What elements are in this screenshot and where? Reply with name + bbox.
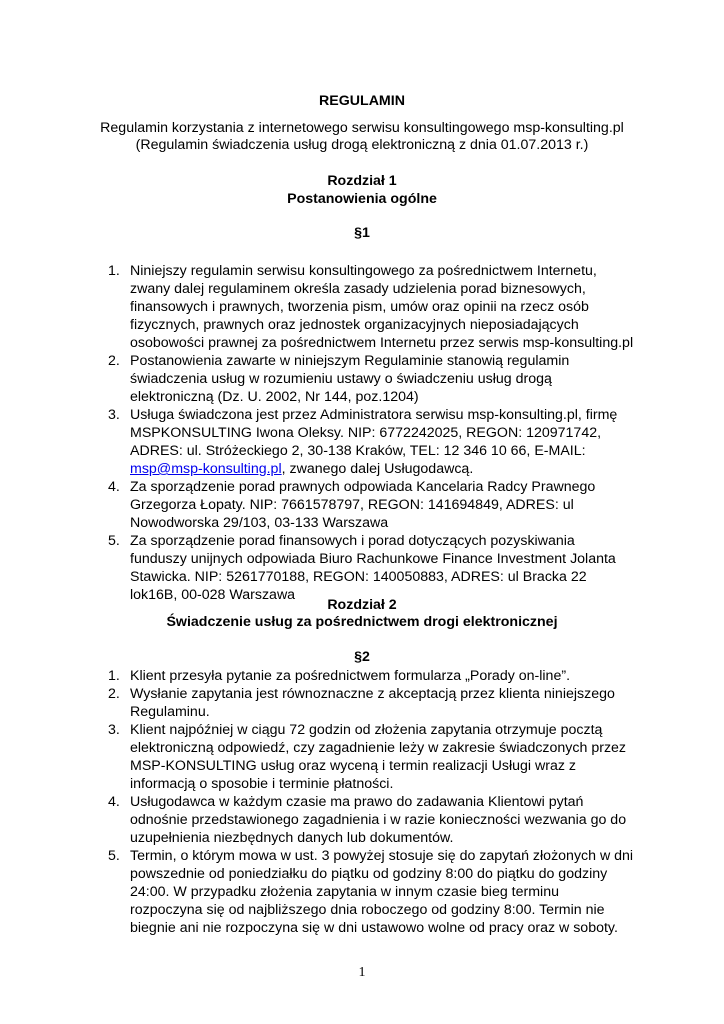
- document-subtitle-date: (Regulamin świadczenia usług drogą elektroniczną z dnia 01.07.2013 r.): [135, 137, 589, 153]
- list-item-number: 4.: [108, 479, 120, 495]
- list-item-text: Termin, o którym mowa w ust. 3 powyżej stosuje się do zapytań złożonych w dni powszednie od poniedziałku do piątku od godziny 8:00 do piątku do godziny 24:00. W przypadku złożenia zapytania w innym czasie bieg terminu rozpoczyna się od najbliższego dnia roboczego od godziny 8:00. Termin nie biegnie ani nie rozpoczyna się w dni ustawowo wolne od pracy oraz w soboty.: [130, 848, 634, 936]
- list-item-number: 2.: [108, 353, 120, 369]
- list-item-text: Za sporządzenie porad finansowych i porad dotyczących pozyskiwania funduszy unijnych odpowiada Biuro Rachunkowe Finance Investment Jolanta Stawicka. NIP: 5261770188, REGON: 140050883, ADRES: ul Bracka 22 lok16B, 00-028 Warszawa: [130, 533, 616, 603]
- list-item: [108, 262, 635, 352]
- chapter-1-title: Rozdział 1: [327, 173, 397, 189]
- list-item-number: 3.: [108, 722, 120, 738]
- list-item: [108, 532, 635, 604]
- chapter-1-paragraph-sign: §1: [354, 225, 370, 241]
- list-item-text: Niniejszy regulamin serwisu konsultingowego za pośrednictwem Internetu, zwany dalej regulaminem określa zasady udzielenia porad biznesowych, finansowych i prawnych, tworzenia pism, umów oraz opinii na rzecz osób fizycznych, prawnych oraz jednostek organizacyjnych nieposiadających osobowości prawnej za pośrednictwem Internetu przez serwis msp-konsulting.pl: [130, 263, 634, 351]
- chapter-2-title: Rozdział 2: [327, 597, 397, 613]
- list-item: [108, 667, 635, 685]
- list-item: [108, 721, 635, 793]
- list-item: [108, 685, 635, 721]
- chapter-1-list: [108, 262, 635, 604]
- list-item-text: Postanowienia zawarte w niniejszym Regulaminie stanowią regulamin świadczenia usług w rozumieniu ustawy o świadczeniu usług drogą elektroniczną (Dz. U. 2002, Nr 144, poz.1204): [130, 353, 570, 405]
- list-item-number: 4.: [108, 794, 120, 810]
- list-item: [108, 478, 635, 532]
- list-item-text: Usługa świadczona jest przez Administratora serwisu msp-konsulting.pl, firmę MSPKONSULTING Iwona Oleksy. NIP: 6772242025, REGON: 120971742, ADRES: ul. Stróżeckiego 2, 30-138 Kraków, TEL: 12 346 10 66, E-MAIL:: [130, 407, 618, 459]
- list-item-text: Klient najpóźniej w ciągu 72 godzin od złożenia zapytania otrzymuje pocztą elektroniczną odpowiedź, czy zagadnienie leży w zakresie świadczonych przez MSP-KONSULTING usług oraz wyceną i termin realizacji Usługi wraz z informacją o sposobie i terminie płatności.: [130, 722, 627, 792]
- list-item-number: 2.: [108, 686, 120, 702]
- list-item-text-after: , zwanego dalej Usługodawcą.: [281, 461, 474, 477]
- list-item: [108, 847, 635, 937]
- list-item-text: Wysłanie zapytania jest równoznaczne z akceptacją przez klienta niniejszego Regulaminu.: [130, 686, 615, 720]
- chapter-2-name: Świadczenie usług za pośrednictwem drogi elektronicznej: [166, 614, 558, 630]
- list-item-number: 5.: [108, 848, 120, 864]
- list-item-number: 1.: [108, 668, 120, 684]
- list-item-text: Klient przesyła pytanie za pośrednictwem formularza „Porady on-line”.: [130, 668, 571, 684]
- list-item-text: Usługodawca w każdym czasie ma prawo do zadawania Klientowi pytań odnośnie przedstawionego zagadnienia i w razie konieczności wezwania go do uzupełnienia niezbędnych danych lub dokumentów.: [130, 794, 627, 846]
- chapter-2-list: [108, 667, 635, 937]
- list-item-number: 5.: [108, 533, 120, 549]
- list-item-text: Za sporządzenie porad prawnych odpowiada Kancelaria Radcy Prawnego Grzegorza Łopaty. NIP: 7661578797, REGON: 141694849, ADRES: ul Nowodworska 29/103, 03-133 Warszawa: [130, 479, 596, 531]
- page-number: 1: [358, 965, 366, 980]
- document-subtitle: Regulamin korzystania z internetowego serwisu konsultingowego msp-konsulting.pl: [100, 120, 624, 136]
- chapter-2-paragraph-sign: §2: [354, 649, 370, 665]
- list-item: [108, 793, 635, 847]
- list-item-number: 1.: [108, 263, 120, 279]
- list-item: [108, 352, 635, 406]
- list-item: [108, 406, 635, 478]
- chapter-1-name: Postanowienia ogólne: [287, 191, 437, 207]
- email-link[interactable]: msp@msp-konsulting.pl: [130, 461, 282, 477]
- document-title: REGULAMIN: [319, 93, 405, 109]
- list-item-number: 3.: [108, 407, 120, 423]
